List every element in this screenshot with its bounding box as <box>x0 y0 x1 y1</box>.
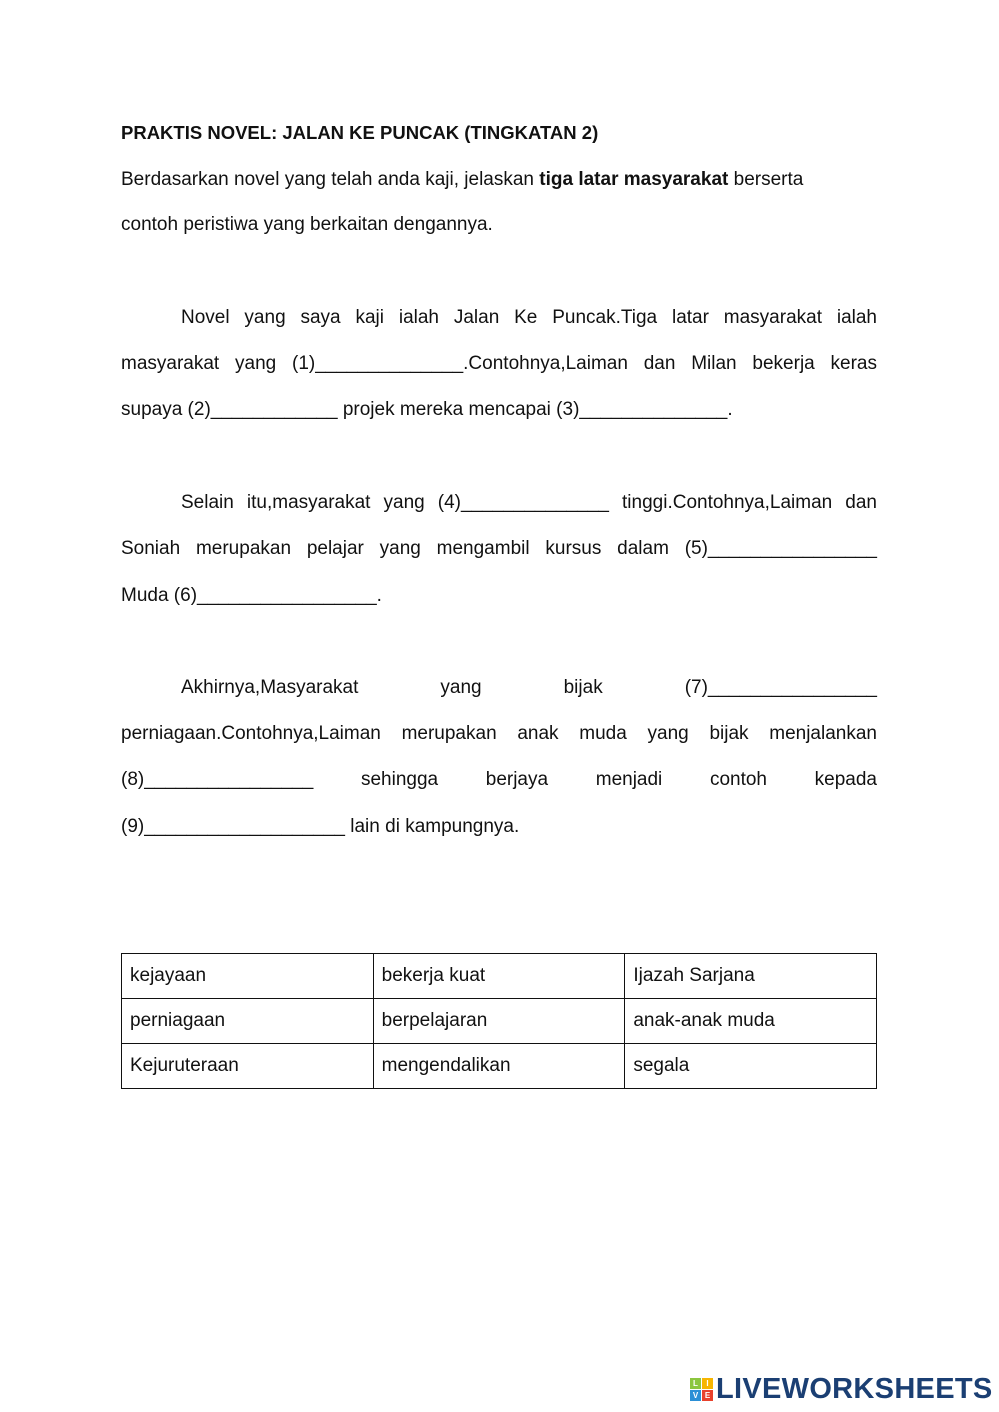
table-row <box>122 1044 877 1089</box>
instruction-text: berserta <box>728 169 804 190</box>
liveworksheets-logo <box>690 1373 993 1406</box>
logo-letter: I <box>702 1378 713 1389</box>
table-row <box>122 954 877 999</box>
instruction-text: Berdasarkan novel yang telah anda kaji, jelaskan <box>121 169 540 190</box>
instruction-line-2: contoh peristiwa yang berkaitan dengannya. <box>121 214 493 235</box>
word-bank-cell: mengendalikan <box>373 1044 625 1089</box>
logo-letter: E <box>702 1390 713 1401</box>
paragraph-2-line-1: Selain itu,masyarakat yang (4)______________ tinggi.Contohnya,Laiman dan <box>181 492 877 513</box>
paragraph-3-line-3: (8)________________ sehingga berjaya menjadi contoh kepada <box>121 769 877 790</box>
table-row <box>122 999 877 1044</box>
paragraph-2-line-3: Muda (6)_________________. <box>121 585 382 606</box>
word-bank-cell: anak-anak muda <box>625 999 877 1044</box>
paragraph-3-line-1: Akhirnya,Masyarakat yang bijak (7)________________ <box>181 677 877 698</box>
logo-letter: L <box>690 1378 701 1389</box>
paragraph-1-line-3: supaya (2)____________ projek mereka mencapai (3)______________. <box>121 399 733 420</box>
paragraph-1-line-2: masyarakat yang (1)______________.Contohnya,Laiman dan Milan bekerja keras <box>121 353 877 374</box>
word-bank-cell: Kejuruteraan <box>122 1044 374 1089</box>
word-bank-cell: Ijazah Sarjana <box>625 954 877 999</box>
word-bank-cell: bekerja kuat <box>373 954 625 999</box>
paragraph-3-line-4: (9)___________________ lain di kampungnya. <box>121 816 520 837</box>
word-bank-cell: berpelajaran <box>373 999 625 1044</box>
logo-cube-icon <box>690 1378 713 1401</box>
paragraph-2-line-2: Soniah merupakan pelajar yang mengambil kursus dalam (5)________________ <box>121 538 877 559</box>
word-bank-table <box>121 953 877 1089</box>
page-title: PRAKTIS NOVEL: JALAN KE PUNCAK (TINGKATAN 2) <box>121 122 599 143</box>
logo-text: LIVEWORKSHEETS <box>716 1373 993 1405</box>
paragraph-3-line-2: perniagaan.Contohnya,Laiman merupakan anak muda yang bijak menjalankan <box>121 723 877 744</box>
instruction-bold: tiga latar masyarakat <box>539 169 729 190</box>
word-bank-cell: kejayaan <box>122 954 374 999</box>
paragraph-1-line-1: Novel yang saya kaji ialah Jalan Ke Puncak.Tiga latar masyarakat ialah <box>181 307 877 328</box>
word-bank-cell: segala <box>625 1044 877 1089</box>
logo-letter: V <box>690 1390 701 1401</box>
instruction-line-1 <box>121 168 877 192</box>
word-bank-cell: perniagaan <box>122 999 374 1044</box>
